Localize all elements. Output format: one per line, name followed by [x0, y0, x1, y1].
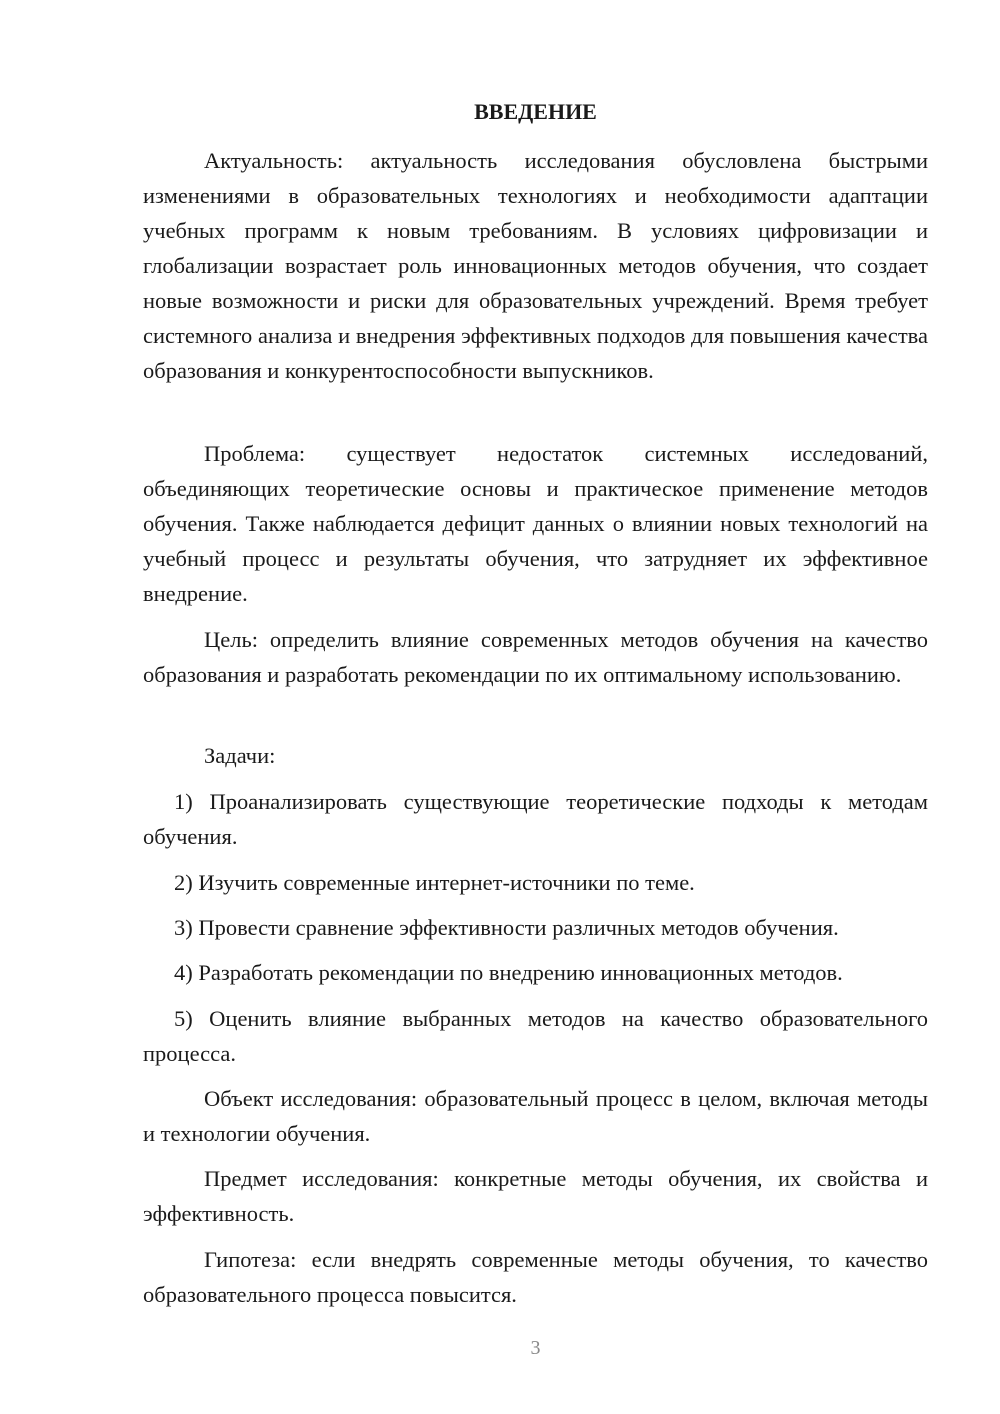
task-item-3: 3) Провести сравнение эффективности различных методов обучения.: [174, 915, 839, 940]
goal-paragraph: Цель: определить влияние современных методов обучения на качество образования и разработать рекомендации по их оптимальному использованию.: [143, 627, 928, 687]
subject-paragraph: Предмет исследования: конкретные методы обучения, их свойства и эффективность.: [143, 1166, 928, 1226]
task-item-4: 4) Разработать рекомендации по внедрению инновационных методов.: [174, 960, 843, 985]
problem-paragraph: Проблема: существует недостаток системных исследований, объединяющих теоретические основы и практическое применение методов обучения. Также наблюдается дефицит данных о влиянии новых технологий на учебный процесс и результаты обучения, что затрудняет их эффективное внедрение.: [143, 441, 928, 606]
hypothesis-paragraph: Гипотеза: если внедрять современные методы обучения, то качество образовательного процесса повысится.: [143, 1247, 928, 1307]
page-number: 3: [530, 1337, 541, 1359]
task-item-1: 1) Проанализировать существующие теоретические подходы к методам обучения.: [143, 789, 928, 849]
tasks-heading: Задачи:: [204, 743, 276, 768]
task-item-5: 5) Оценить влияние выбранных методов на качество образовательного процесса.: [143, 1006, 928, 1066]
object-paragraph: Объект исследования: образовательный процесс в целом, включая методы и технологии обучения.: [143, 1086, 928, 1146]
page-title: ВВЕДЕНИЕ: [474, 99, 597, 124]
document-page: [143, 0, 928, 1414]
task-item-2: 2) Изучить современные интернет-источники по теме.: [174, 870, 695, 895]
relevance-paragraph: Актуальность: актуальность исследования обусловлена быстрыми изменениями в образовательных технологиях и необходимости адаптации учебных программ к новым требованиям. В условиях цифровизации и глобализации возрастает роль инновационных методов обучения, что создает новые возможности и риски для образовательных учреждений. Время требует системного анализа и внедрения эффективных подходов для повышения качества образования и конкурентоспособности выпускников.: [143, 148, 928, 383]
